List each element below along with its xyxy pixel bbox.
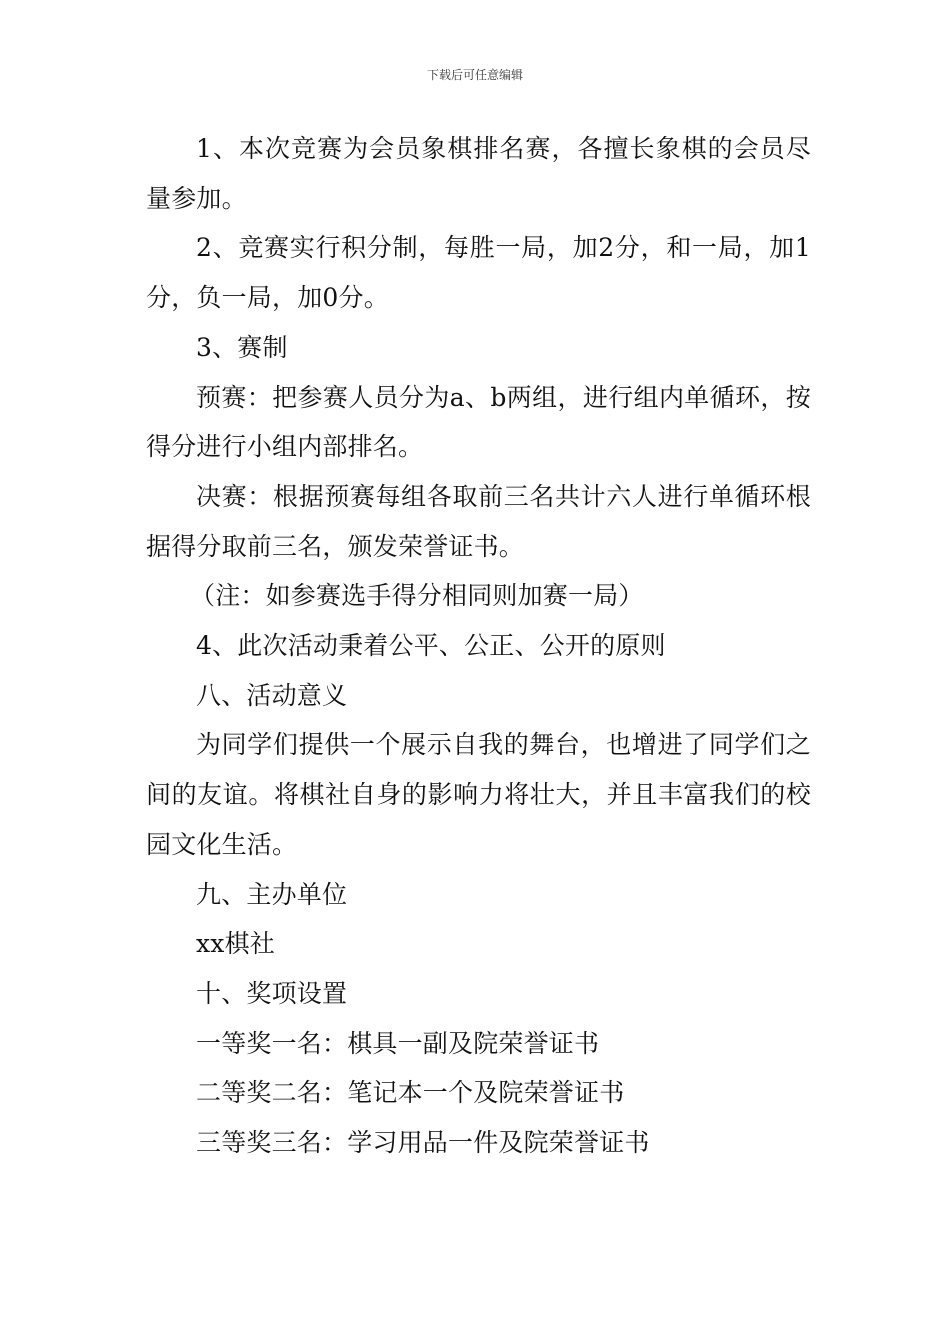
paragraph-rule-2: 2、竞赛实行积分制，每胜一局，加2分，和一局，加1分，负一局，加0分。 <box>146 233 811 313</box>
paragraph-rule-1: 1、本次竞赛为会员象棋排名赛，各擅长象棋的会员尽量参加。 <box>146 134 811 213</box>
page-header: 下载后可任意编辑 <box>426 68 523 82</box>
paragraph-final: 决赛：根据预赛每组各取前三名共计六人进行单循环根据得分取前三名，颁发荣誉证书。 <box>146 481 811 561</box>
section-heading-awards: 十、奖项设置 <box>196 978 348 1008</box>
section-heading-significance: 八、活动意义 <box>196 680 348 710</box>
award-third: 三等奖三名：学习用品一件及院荣誉证书 <box>196 1128 650 1158</box>
paragraph-significance: 为同学们提供一个展示自我的舞台，也增进了同学们之间的友谊。将棋社自身的影响力将壮大，并且丰富我们的校园文化生活。 <box>146 730 811 859</box>
award-second: 二等奖二名：笔记本一个及院荣誉证书 <box>196 1078 625 1108</box>
section-heading-organizer: 九、主办单位 <box>196 879 348 909</box>
paragraph-preliminary: 预赛：把参赛人员分为a、b两组，进行组内单循环，按得分进行小组内部排名。 <box>146 382 811 462</box>
award-first: 一等奖一名：棋具一副及院荣誉证书 <box>196 1028 600 1058</box>
paragraph-note: （注：如参赛选手得分相同则加赛一局） <box>190 581 644 611</box>
paragraph-organizer: xx棋社 <box>196 929 275 959</box>
document-body <box>146 124 811 1168</box>
paragraph-rule-4: 4、此次活动秉着公平、公正、公开的原则 <box>196 631 666 661</box>
paragraph-rule-3-heading: 3、赛制 <box>196 332 288 362</box>
